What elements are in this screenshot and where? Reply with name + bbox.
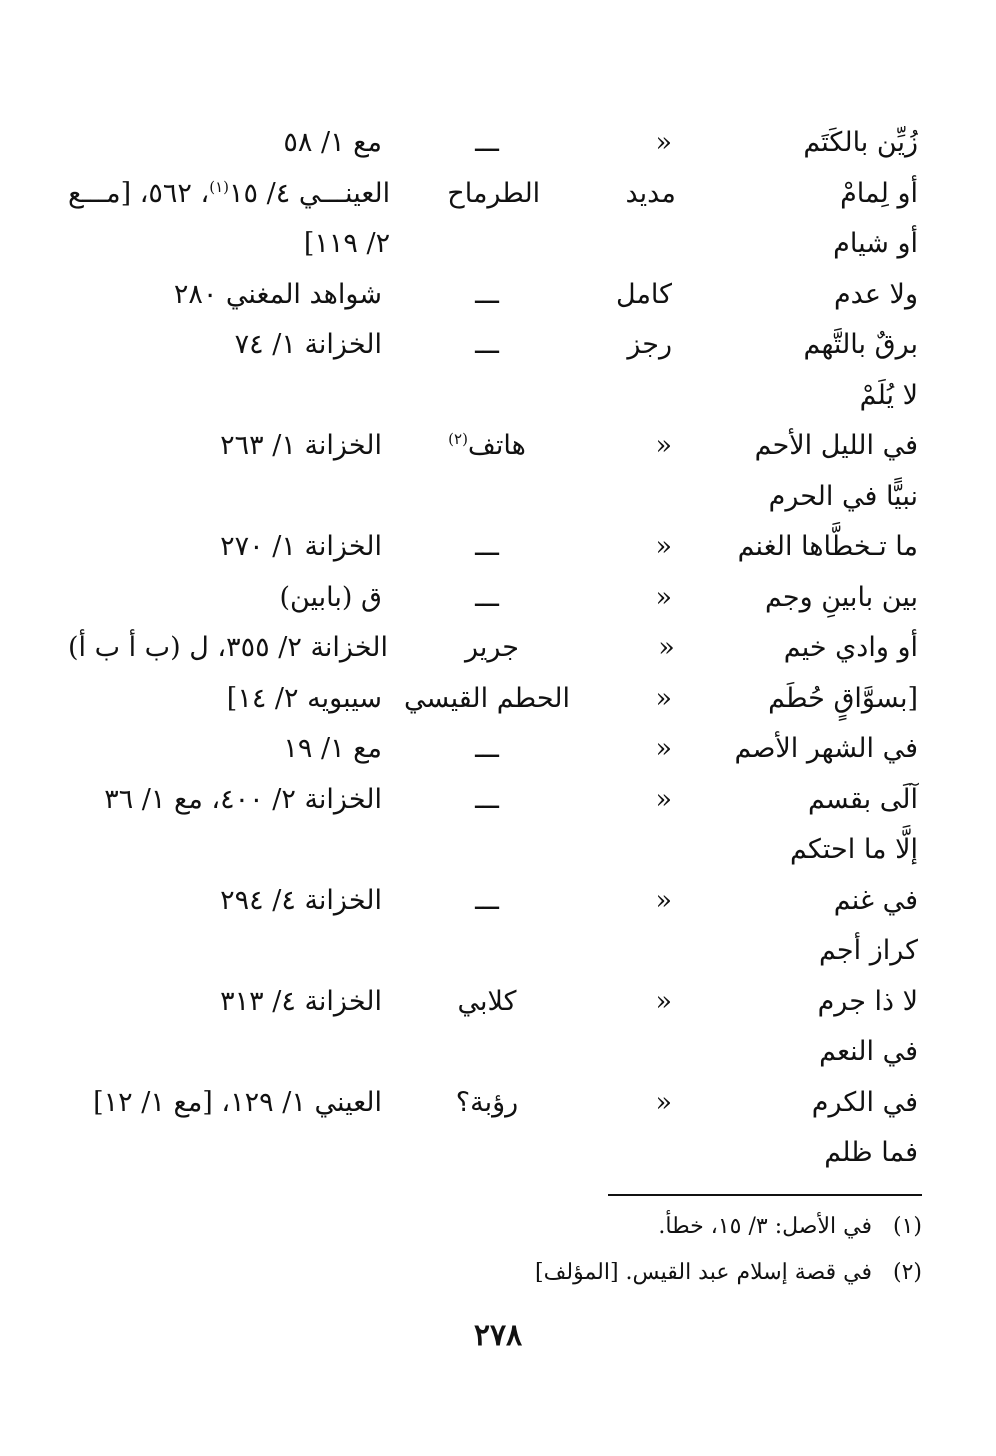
table-row [68,169,918,270]
source-cell: شواهد المغني ٢٨٠ [173,278,382,310]
poet-cell: ـــ [475,783,499,815]
table-row [68,825,918,876]
footnote-text: في الأصل: ٣/ ١٥، خطأ. [658,1214,872,1239]
rhyme-cell: أو وادي خيم [783,632,918,663]
rhyme-cell: بين بابينِ وجم [764,581,918,613]
poet-cell: ـــ [475,329,499,360]
rhyme-cell: في الليل الأحم [754,430,918,461]
table-row [68,320,918,371]
footnote-number: (٢) [892,1260,922,1285]
footnotes [82,1204,922,1296]
table-row [68,522,918,573]
meter-cell: « [655,783,672,815]
meter-cell: « [655,127,672,158]
footnote-ref: (١) [209,177,230,196]
rhyme-cell: في الشهر الأصم [734,733,918,764]
poet-text: هاتف [467,430,526,461]
poet-cell: ـــ [475,278,499,310]
rhyme-cell: آلَى بقسم [807,783,918,815]
source-cell: الخزانة ١/ ٧٤ [234,329,382,360]
source-cell: الخزانة ٢/ ٣٥٥، ل (ب أ ب أ) [67,632,388,663]
footnote-ref: (٢) [448,430,468,448]
table-row [68,1027,918,1078]
source-cell [68,169,410,269]
footnote-divider [608,1194,922,1196]
meter-cell: « [655,985,672,1017]
source-cell: ق (بابين) [279,581,382,613]
page-number: ٢٧٨ [473,1318,523,1353]
meter-cell: « [655,682,672,714]
rhyme-cell: في النعم [819,1036,918,1067]
table-row [68,573,918,624]
meter-cell: رجز [627,329,672,360]
table-row [68,1078,918,1129]
rhyme-cell: نبيًّا في الحرم [768,480,918,512]
table-row [68,421,918,472]
table-row [68,118,918,169]
source-line [68,169,390,219]
rhyme-cell: لا ذا جرم [817,985,918,1017]
table-row [68,926,918,977]
poet-cell: ـــ [475,581,499,613]
meter-cell: « [655,1086,672,1118]
poet-cell: الحطم القيسي [404,682,570,714]
poet-cell: رؤبة؟ [455,1086,519,1118]
source-line: ٢/ ١١٩] [303,227,391,259]
meter-cell: « [655,430,672,461]
rhyme-cell: فما ظلم [824,1137,918,1168]
poet-cell [402,421,572,471]
source-cell: الخزانة ٤/ ٣١٣ [220,985,382,1017]
source-cell: مع ١/ ١٩ [283,733,382,764]
source-text: ، ٥٦٢، [مـــع [68,177,210,209]
rhyme-cell: كراز أجم [818,935,918,966]
meter-cell: كامل [616,278,672,310]
source-cell: الخزانة ٢/ ٤٠٠، مع ١/ ٣٦ [104,783,382,815]
meter-cell: « [658,632,675,663]
table-row [68,1128,918,1179]
rhyme-cell: إلَّا ما احتكم [790,834,918,865]
rhyme-cell: لا يُلَمْ [859,379,918,411]
source-cell: العيني ١/ ١٢٩، [مع ١/ ١٢] [93,1086,382,1118]
footnote [82,1204,922,1250]
rhyme-cell: ما تـخطَّاها الغنم [737,531,918,562]
table-row [68,977,918,1028]
rhyme-line: أو لِمامْ [840,177,918,209]
source-cell: سيبويه ٢/ ١٤] [226,682,382,714]
table-row [68,876,918,927]
footnote [82,1250,922,1296]
rhyme-cell: في الكرم [811,1086,918,1118]
poet-cell: ـــ [475,884,499,916]
meter-cell: « [655,581,672,613]
poet-cell: كلابي [457,985,517,1017]
source-cell: مع ١/ ٥٨ [283,127,382,158]
poet-cell: جرير [465,632,519,663]
table-row [68,472,918,523]
meter-cell: « [655,733,672,764]
rhyme-cell [682,169,918,269]
table-row [68,371,918,422]
rhyme-cell: برقٌ بالتَّهم [803,329,918,360]
table-row [68,270,918,321]
rhyme-cell: زُيِّن بالكَتَم [803,127,918,158]
footnote-text: في قصة إسلام عبد القيس. [المؤلف] [535,1260,872,1285]
source-text: العينـــي ٤/ ١٥ [229,177,391,209]
table-row [68,775,918,826]
poet-cell: الطرماح [447,177,541,209]
verse-index-table [68,118,918,1179]
poet-cell: ـــ [475,127,499,158]
meter-cell: « [655,531,672,562]
table-row [68,674,918,725]
poet-cell: ـــ [475,733,499,764]
rhyme-cell: في غنم [833,884,918,916]
source-cell: الخزانة ١/ ٢٧٠ [220,531,382,562]
table-row [68,623,918,674]
meter-cell: مديد [625,177,676,209]
poet-cell: ـــ [475,531,499,562]
footnote-number: (١) [892,1214,922,1239]
table-row [68,724,918,775]
meter-cell: « [655,884,672,916]
rhyme-line: أو شيام [833,227,918,259]
rhyme-cell: [بسوَّاقٍ حُطَم [768,682,918,714]
rhyme-cell: ولا عدم [833,278,918,310]
source-cell: الخزانة ٤/ ٢٩٤ [220,884,382,916]
source-cell: الخزانة ١/ ٢٦٣ [220,430,382,461]
